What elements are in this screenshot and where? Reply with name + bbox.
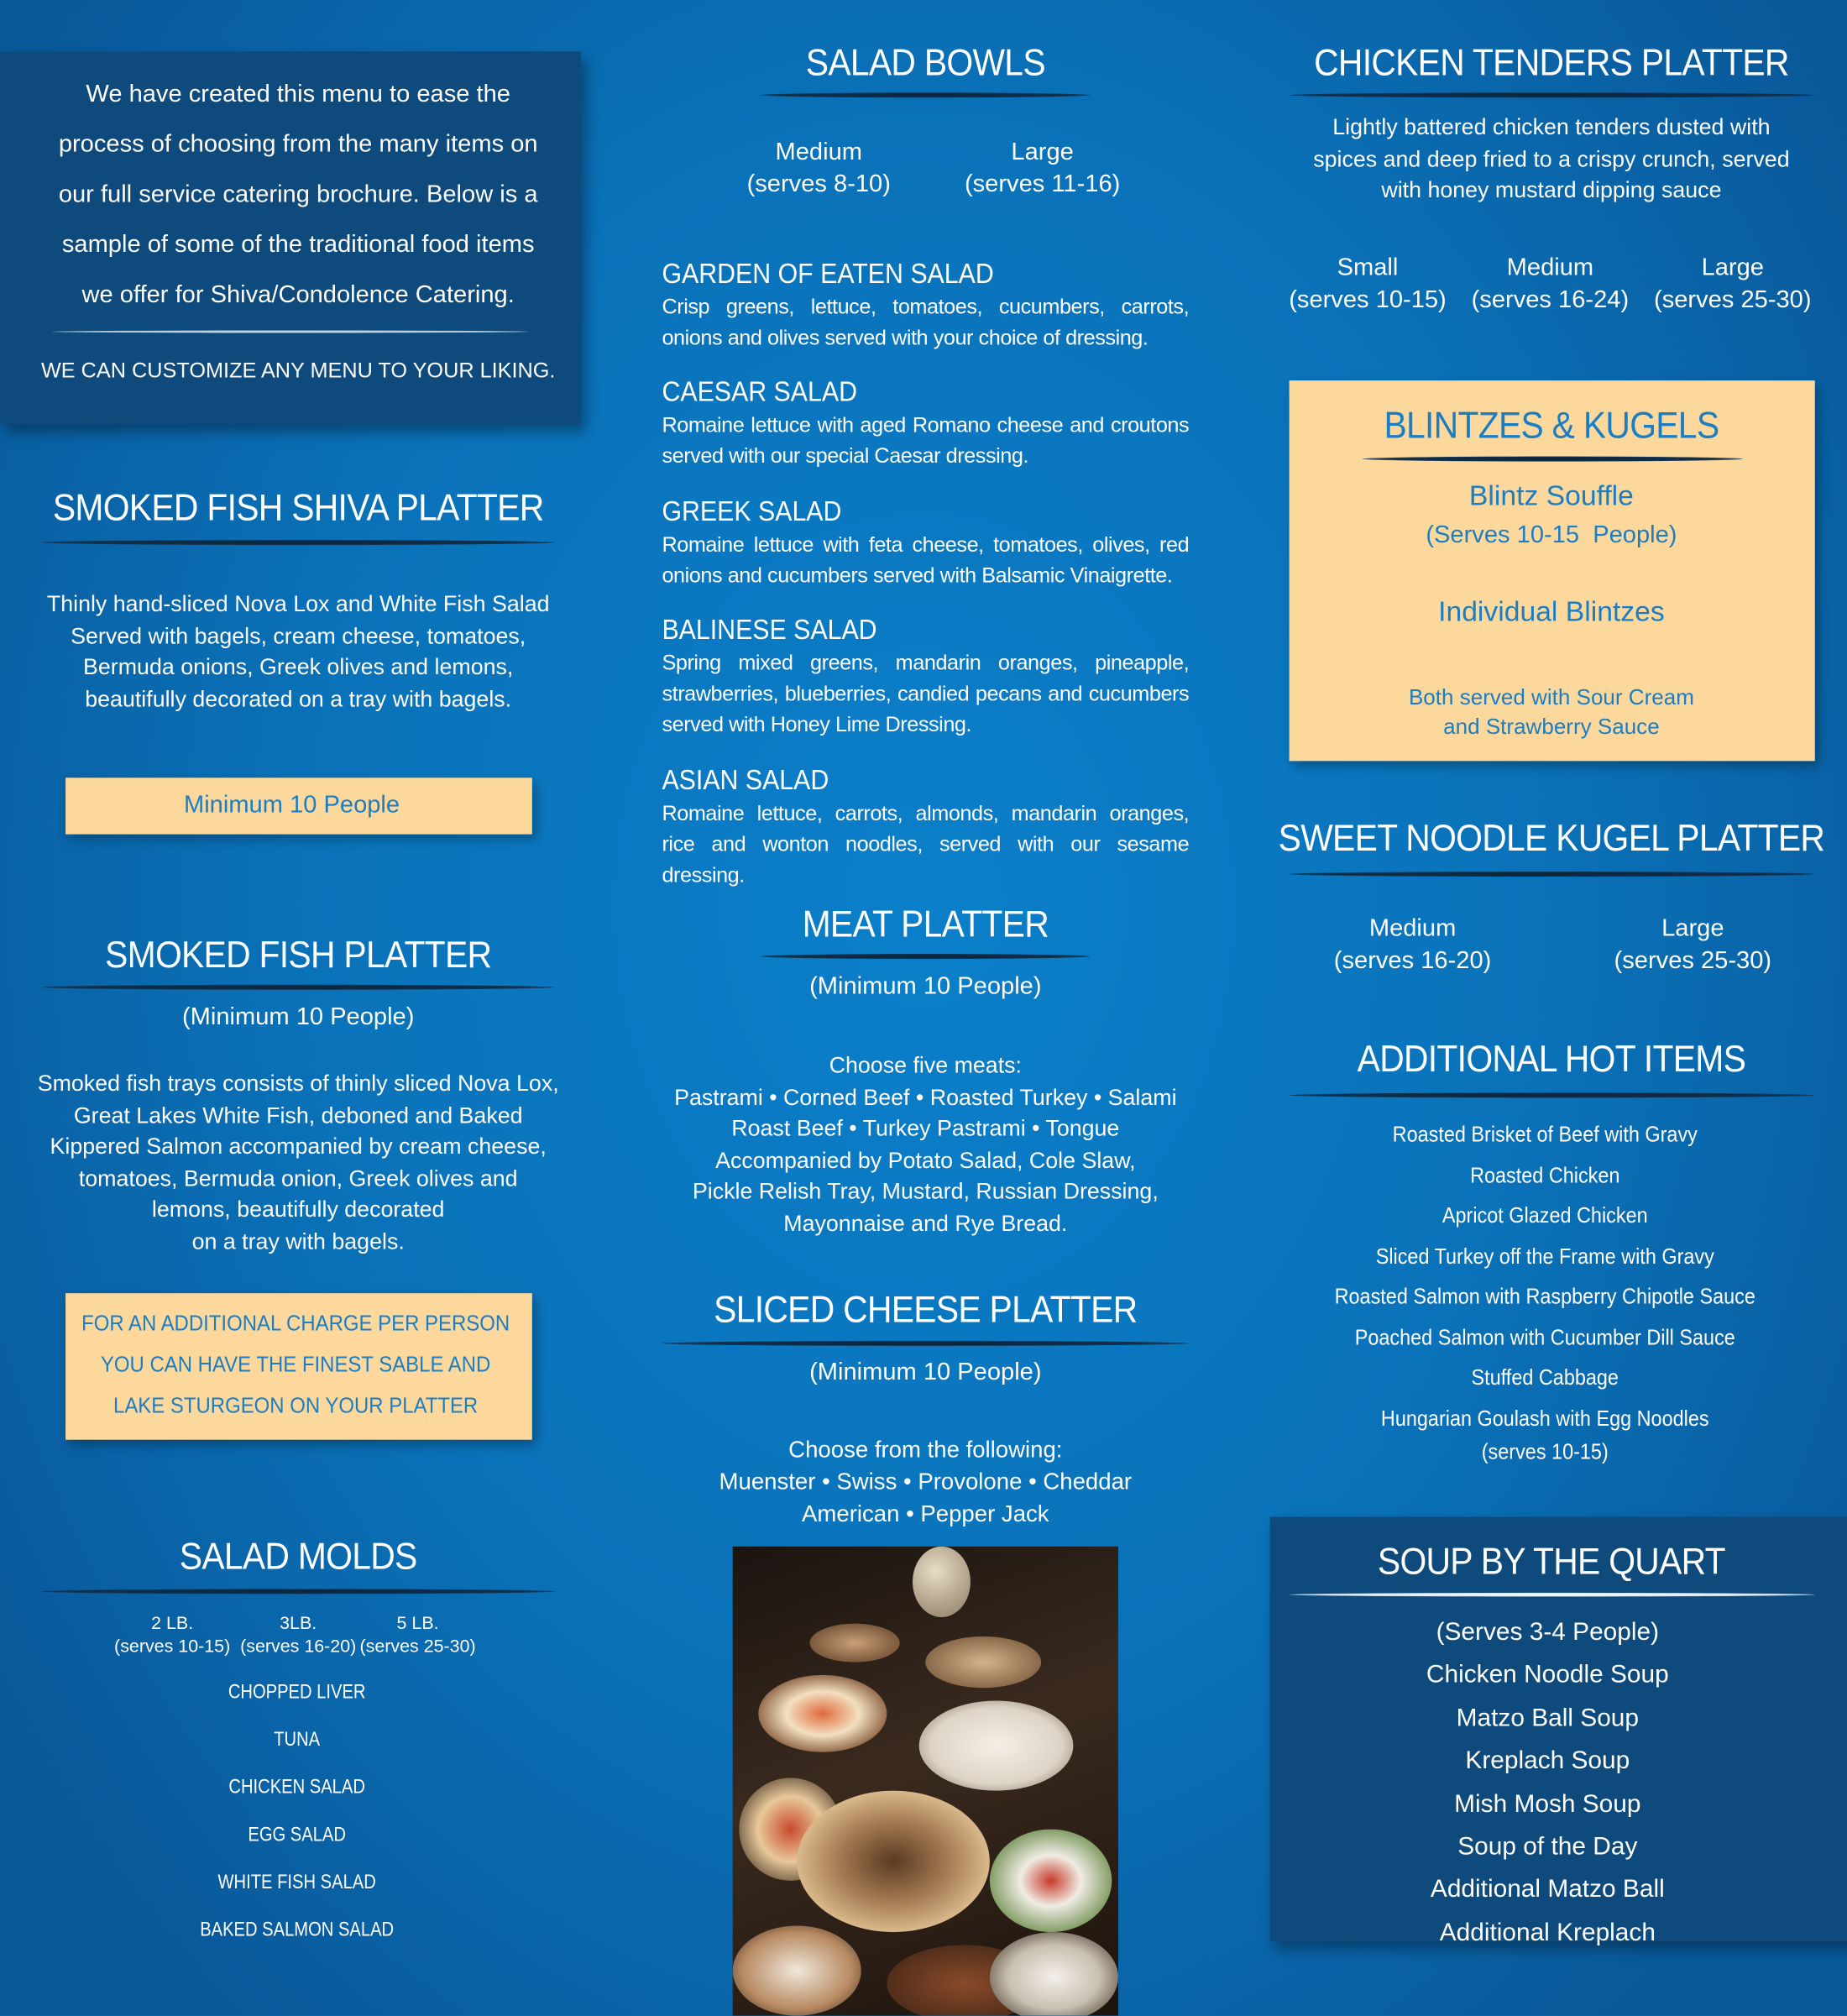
- description-line: on a tray with bagels.: [191, 1228, 405, 1254]
- description-line: spices and deep fried to a crispy crunch, served: [1313, 145, 1790, 171]
- buffet-photo: [733, 1547, 1118, 2016]
- tenders-serves: (serves 10-15): [1289, 285, 1447, 314]
- blintz-souffle: Blintz Souffle: [1468, 479, 1634, 512]
- individual-blintzes: Individual Blintzes: [1438, 594, 1665, 628]
- salad-mold-item: WHITE FISH SALAD: [217, 1872, 376, 1894]
- salad-mold-item: CHICKEN SALAD: [228, 1776, 365, 1799]
- cheese-platter-subtitle: (Minimum 10 People): [809, 1359, 1042, 1386]
- hot-item: Roasted Brisket of Beef with Gravy: [1392, 1122, 1698, 1147]
- salad-bowls-title: SALAD BOWLS: [805, 43, 1045, 85]
- kugel-size: Large: [1661, 915, 1724, 943]
- soup-item: Additional Kreplach: [1439, 1918, 1656, 1947]
- salad-description: Romaine lettuce, carrots, almonds, mandarin oranges, rice and wonton noodles, served with our sesame dressing.: [662, 802, 1190, 888]
- kugel-serves: (serves 25-30): [1614, 946, 1772, 975]
- description-line: lemons, beautifully decorated: [151, 1197, 445, 1223]
- fish-platter-subtitle: (Minimum 10 People): [181, 1003, 415, 1031]
- bowl-serves: (serves 11-16): [964, 170, 1121, 198]
- tenders-serves: (serves 16-24): [1471, 285, 1630, 314]
- soup-item: Mish Mosh Soup: [1454, 1789, 1641, 1818]
- description-line: beautifully decorated on a tray with bagels.: [85, 685, 512, 712]
- mold-size: 5 LB.: [396, 1611, 439, 1633]
- soup-item: Additional Matzo Ball: [1430, 1875, 1665, 1904]
- mold-serves: (serves 10-15): [114, 1635, 231, 1657]
- hot-item: Roasted Chicken: [1470, 1162, 1620, 1187]
- section-divider: [1363, 457, 1743, 462]
- bowl-size: Large: [1011, 139, 1074, 166]
- intro-text-line: process of choosing from the many items on: [58, 131, 538, 159]
- hot-item: Poached Salmon with Cucumber Dill Sauce: [1354, 1324, 1735, 1349]
- section-divider: [41, 985, 555, 990]
- meat-platter-line: Roast Beef • Turkey Pastrami • Tongue: [731, 1115, 1120, 1141]
- description-line: tomatoes, Bermuda onion, Greek olives and: [78, 1165, 518, 1191]
- section-divider: [761, 92, 1090, 97]
- cheese-platter-line: American • Pepper Jack: [802, 1500, 1049, 1526]
- hot-item: Apricot Glazed Chicken: [1441, 1203, 1648, 1228]
- minimum-badge-text: Minimum 10 People: [183, 792, 400, 819]
- section-divider: [41, 1589, 555, 1594]
- meat-platter-subtitle: (Minimum 10 People): [809, 972, 1042, 1001]
- hot-item: Sliced Turkey off the Frame with Gravy: [1375, 1244, 1714, 1269]
- kugel-platter-title: SWEET NOODLE KUGEL PLATTER: [1278, 818, 1825, 860]
- salad-description: Spring mixed greens, mandarin oranges, pineapple, strawberries, blueberries, candied pecans and cucumbers served with Honey Lime Dressing.: [662, 652, 1190, 737]
- salad-name: BALINESE SALAD: [662, 613, 877, 646]
- meat-platter-line: Accompanied by Potato Salad, Cole Slaw,: [715, 1146, 1136, 1173]
- tenders-size: Large: [1701, 254, 1764, 282]
- cheese-platter-title: SLICED CHEESE PLATTER: [714, 1290, 1138, 1332]
- section-divider: [1290, 872, 1815, 877]
- soup-item: Chicken Noodle Soup: [1426, 1660, 1669, 1689]
- bowl-serves: (serves 8-10): [746, 170, 891, 198]
- meat-platter-line: Mayonnaise and Rye Bread.: [783, 1209, 1068, 1236]
- blintzes-served-with: Both served with Sour Cream: [1408, 685, 1694, 710]
- section-divider: [1290, 1092, 1815, 1097]
- salad-description: Romaine lettuce with feta cheese, tomatoes, olives, red onions and cucumbers served with Balsamic Vinaigrette.: [662, 533, 1190, 588]
- kugel-serves: (serves 16-20): [1333, 946, 1492, 975]
- description-line: Kippered Salmon accompanied by cream cheese,: [50, 1133, 547, 1160]
- meat-platter-line: Pastrami • Corned Beef • Roasted Turkey • Salami: [674, 1083, 1177, 1110]
- mold-size: 2 LB.: [151, 1611, 194, 1633]
- salad-mold-item: TUNA: [274, 1729, 321, 1752]
- hot-items-title: ADDITIONAL HOT ITEMS: [1357, 1039, 1746, 1081]
- intro-text-line: We have created this menu to ease the: [86, 81, 510, 108]
- chicken-tenders-title: CHICKEN TENDERS PLATTER: [1314, 43, 1789, 85]
- description-line: with honey mustard dipping sauce: [1381, 176, 1722, 203]
- fish-platter-title: SMOKED FISH PLATTER: [105, 935, 492, 977]
- blintz-souffle-serves: (Serves 10-15 People): [1426, 521, 1677, 549]
- description-line: Thinly hand-sliced Nova Lox and White Fish Salad: [46, 590, 550, 617]
- salad-mold-item: CHOPPED LIVER: [228, 1681, 366, 1704]
- description-line: Bermuda onions, Greek olives and lemons,: [83, 654, 514, 680]
- salad-mold-item: EGG SALAD: [248, 1824, 346, 1846]
- meat-platter-line: Choose five meats:: [829, 1052, 1022, 1078]
- soup-title: SOUP BY THE QUART: [1377, 1542, 1725, 1584]
- section-divider: [761, 954, 1090, 959]
- intro-text-line: sample of some of the traditional food items: [61, 231, 535, 259]
- salad-name: GREEK SALAD: [662, 495, 842, 527]
- additional-charge-line: FOR AN ADDITIONAL CHARGE PER PERSON: [81, 1311, 510, 1336]
- section-divider: [662, 1341, 1189, 1346]
- cheese-platter-line: Muenster • Swiss • Provolone • Cheddar: [719, 1468, 1133, 1495]
- description-line: Great Lakes White Fish, deboned and Baked: [73, 1102, 523, 1128]
- mold-serves: (serves 16-20): [240, 1635, 357, 1657]
- description-line: Smoked fish trays consists of thinly sliced Nova Lox,: [37, 1070, 559, 1097]
- description-line: Served with bagels, cream cheese, tomatoes,: [71, 622, 526, 648]
- section-divider: [41, 540, 555, 545]
- meat-platter-title: MEAT PLATTER: [802, 904, 1049, 946]
- salad-description: Crisp greens, lettuce, tomatoes, cucumbers, carrots, onions and olives served with your choice of dressing.: [662, 296, 1190, 350]
- kugel-size: Medium: [1368, 915, 1457, 943]
- tenders-size: Medium: [1506, 254, 1594, 282]
- tenders-serves: (serves 25-30): [1654, 285, 1812, 314]
- customize-note: WE CAN CUSTOMIZE ANY MENU TO YOUR LIKING.: [40, 359, 556, 383]
- salad-description: Romaine lettuce with aged Romano cheese and croutons served with our special Caesar dressing.: [662, 413, 1190, 469]
- soup-item: Kreplach Soup: [1465, 1746, 1630, 1775]
- soup-item: Soup of the Day: [1457, 1832, 1638, 1862]
- hot-item: Hungarian Goulash with Egg Noodles: [1380, 1406, 1709, 1431]
- salad-name: CAESAR SALAD: [662, 375, 857, 408]
- additional-charge-line: LAKE STURGEON ON YOUR PLATTER: [113, 1393, 479, 1418]
- section-divider: [1290, 92, 1815, 97]
- meat-platter-line: Pickle Relish Tray, Mustard, Russian Dressing,: [692, 1178, 1159, 1204]
- description-line: Lightly battered chicken tenders dusted with: [1332, 113, 1771, 140]
- shiva-platter-title: SMOKED FISH SHIVA PLATTER: [52, 488, 544, 530]
- intro-divider: [51, 330, 530, 333]
- intro-text-line: we offer for Shiva/Condolence Catering.: [81, 281, 515, 309]
- soup-item: Matzo Ball Soup: [1456, 1704, 1640, 1732]
- cheese-platter-line: Choose from the following:: [788, 1436, 1063, 1463]
- section-divider: [1290, 1593, 1815, 1597]
- intro-text-line: our full service catering brochure. Below is a: [58, 181, 538, 209]
- salad-molds-title: SALAD MOLDS: [179, 1537, 417, 1579]
- salad-mold-item: BAKED SALMON SALAD: [200, 1919, 395, 1941]
- mold-size: 3LB.: [280, 1611, 317, 1633]
- blintzes-title: BLINTZES & KUGELS: [1384, 406, 1719, 448]
- hot-item: Roasted Salmon with Raspberry Chipotle Sauce: [1334, 1284, 1755, 1309]
- salad-name: ASIAN SALAD: [662, 763, 829, 796]
- additional-charge-line: YOU CAN HAVE THE FINEST SABLE AND: [100, 1352, 491, 1377]
- salad-name: GARDEN OF EATEN SALAD: [662, 257, 994, 290]
- blintzes-served-with: and Strawberry Sauce: [1443, 715, 1660, 740]
- hot-item: (serves 10-15): [1481, 1439, 1609, 1464]
- mold-serves: (serves 25-30): [359, 1635, 476, 1657]
- tenders-size: Small: [1337, 254, 1399, 282]
- soup-item: (Serves 3-4 People): [1436, 1617, 1660, 1647]
- bowl-size: Medium: [775, 139, 862, 166]
- hot-item: Stuffed Cabbage: [1471, 1364, 1619, 1390]
